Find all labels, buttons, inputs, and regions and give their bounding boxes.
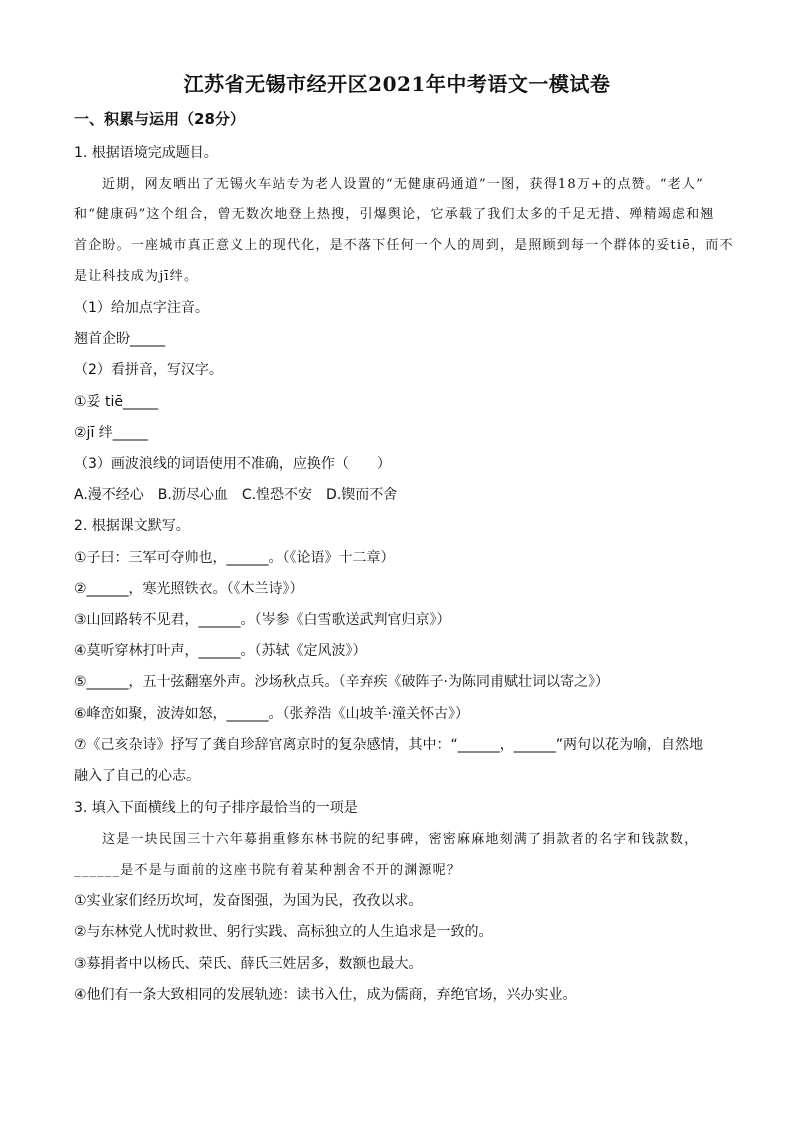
q2-heading: 2. 根据课文默写。 — [74, 518, 190, 534]
q3-item: ③募捐者中以杨氏、荣氏、薛氏三姓居多，数额也最大。 — [74, 956, 423, 972]
q1-passage-line: 是让科技成为jī绊。 — [74, 269, 199, 284]
q3-passage-line: ______是不是与面前的这座书院有着某种割舍不开的渊源呢？ — [74, 863, 462, 878]
q2-item: ③山回路转不见君，______。（岑参《白雪歌送武判官归京》） — [74, 612, 451, 628]
q3-item: ②与东林党人忧时救世、躬行实践、高标独立的人生追求是一致的。 — [74, 924, 493, 940]
q1-passage-line: 近期，网友晒出了无锡火车站专为老人设置的“无健康码通道”一图，获得18万+的点赞。“老人” — [102, 177, 705, 192]
q3-item: ①实业家们经历坎坷，发奋图强，为国为民，孜孜以求。 — [74, 893, 423, 909]
q2-item: ⑤______，五十弦翻塞外声。沙场秋点兵。（辛弃疾《破阵子·为陈同甫赋壮词以寄之》） — [74, 674, 609, 690]
section-heading: 一、积累与运用（28分） — [74, 110, 245, 128]
q1-sub1: （1）给加点字注音。 — [74, 300, 209, 316]
q3-heading: 3. 填入下面横线上的句子排序最恰当的一项是 — [74, 800, 358, 816]
page-title: 江苏省无锡市经开区2021年中考语文一模试卷 — [183, 72, 611, 96]
q2-item: ④莫听穿林打叶声，______。（苏轼《定风波》） — [74, 643, 367, 659]
q2-item: ②______，寒光照铁衣。（《木兰诗》） — [74, 581, 304, 597]
q1-heading: 1. 根据语境完成题目。 — [74, 145, 218, 161]
q1-sub1-item: 翘首企盼_____ — [74, 331, 165, 347]
q2-item: 融入了自己的心志。 — [74, 768, 200, 784]
q2-item: ⑥峰峦如聚，波涛如怒，______。（张养浩《山坡羊·潼关怀古》） — [74, 706, 469, 722]
q1-sub2: （2）看拼音，写汉字。 — [74, 362, 223, 378]
q1-sub3: （3）画波浪线的词语使用不准确，应换作（ ） — [74, 456, 391, 472]
q3-passage-line: 这是一块民国三十六年募捐重修东林书院的纪事碑，密密麻麻地刻满了捐款者的名字和钱款数， — [102, 832, 699, 847]
q3-item: ④他们有一条大致相同的发展轨迹：读书入仕，成为儒商，弃绝官场，兴办实业。 — [74, 987, 577, 1003]
q2-item: ⑦《己亥杂诗》抒写了龚自珍辞官离京时的复杂感情，其中：“______，______”两句以花为喻，自然地 — [74, 737, 704, 753]
q1-passage-line: 首企盼。一座城市真正意义上的现代化，是不落下任何一个人的周到，是照顾到每一个群体的妥tiē，而不 — [74, 238, 734, 253]
q1-sub2-b: ②jī 绊_____ — [74, 425, 148, 441]
q2-item: ①子曰：三军可夺帅也，______。（《论语》十二章） — [74, 550, 395, 566]
q1-options: A.漫不经心 B.沥尽心血 C.惶恐不安 D.锲而不舍 — [74, 487, 398, 503]
q1-sub2-a: ①妥 tiē_____ — [74, 394, 158, 410]
q1-passage-line: 和“健康码”这个组合，曾无数次地登上热搜，引爆舆论，它承载了我们太多的千足无措、殚精竭虑和翘 — [74, 207, 715, 222]
